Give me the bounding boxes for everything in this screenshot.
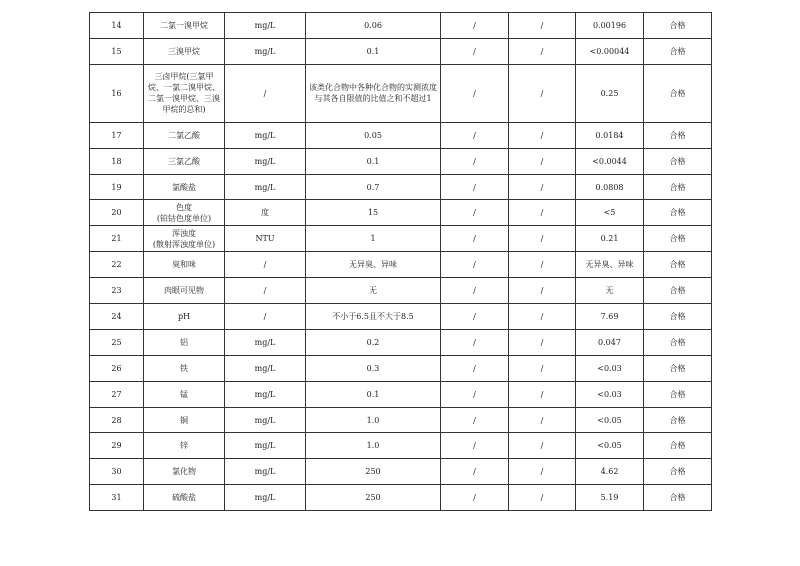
column-5-value: / xyxy=(441,38,509,64)
unit: NTU xyxy=(225,226,306,252)
column-6-value: / xyxy=(509,459,576,485)
row-number: 14 xyxy=(90,13,144,39)
column-5-value: / xyxy=(441,122,509,148)
test-item-name: 浑浊度 xyxy=(172,228,196,238)
unit: mg/L xyxy=(225,148,306,174)
test-item: 肉眼可见物 xyxy=(144,278,225,304)
result-value: 无 xyxy=(576,278,644,304)
column-6-value: / xyxy=(509,226,576,252)
test-item: 铜 xyxy=(144,407,225,433)
table-row xyxy=(90,304,712,330)
limit-value: 0.1 xyxy=(306,38,441,64)
column-5-value: / xyxy=(441,64,509,122)
result-value: 5.19 xyxy=(576,485,644,511)
column-6-value: / xyxy=(509,252,576,278)
column-5-value: / xyxy=(441,252,509,278)
column-5-value: / xyxy=(441,407,509,433)
test-item: 氯酸盐 xyxy=(144,174,225,200)
table-row xyxy=(90,122,712,148)
column-6-value: / xyxy=(509,122,576,148)
unit: mg/L xyxy=(225,38,306,64)
table-row xyxy=(90,278,712,304)
table-row xyxy=(90,459,712,485)
row-number: 24 xyxy=(90,304,144,330)
test-item: 二氯一溴甲烷 xyxy=(144,13,225,39)
test-item-name: 色度 xyxy=(176,202,192,212)
result-value: 无异臭、异味 xyxy=(576,252,644,278)
table-row xyxy=(90,433,712,459)
column-6-value: / xyxy=(509,304,576,330)
result-value: <5 xyxy=(576,200,644,226)
column-6-value: / xyxy=(509,407,576,433)
test-item: 三氯乙酸 xyxy=(144,148,225,174)
column-6-value: / xyxy=(509,329,576,355)
unit: 度 xyxy=(225,200,306,226)
table-row xyxy=(90,38,712,64)
result-value: <0.00044 xyxy=(576,38,644,64)
table-row xyxy=(90,381,712,407)
table-row xyxy=(90,200,712,226)
result-value: 7.69 xyxy=(576,304,644,330)
limit-value: 0.3 xyxy=(306,355,441,381)
limit-value: 无 xyxy=(306,278,441,304)
verdict: 合格 xyxy=(644,226,712,252)
test-item-unit-note: (铂钴色度单位) xyxy=(156,213,212,223)
test-item: 铝 xyxy=(144,329,225,355)
unit: mg/L xyxy=(225,174,306,200)
column-5-value: / xyxy=(441,485,509,511)
column-6-value: / xyxy=(509,485,576,511)
table-row xyxy=(90,407,712,433)
result-value: 0.21 xyxy=(576,226,644,252)
limit-value: 1.0 xyxy=(306,433,441,459)
column-5-value: / xyxy=(441,200,509,226)
unit: / xyxy=(225,278,306,304)
column-5-value: / xyxy=(441,355,509,381)
row-number: 28 xyxy=(90,407,144,433)
unit: / xyxy=(225,252,306,278)
column-5-value: / xyxy=(441,304,509,330)
row-number: 22 xyxy=(90,252,144,278)
limit-value: 0.05 xyxy=(306,122,441,148)
column-6-value: / xyxy=(509,200,576,226)
result-value: <0.03 xyxy=(576,355,644,381)
result-value: 0.047 xyxy=(576,329,644,355)
row-number: 20 xyxy=(90,200,144,226)
test-item: 硫酸盐 xyxy=(144,485,225,511)
verdict: 合格 xyxy=(644,13,712,39)
limit-value: 15 xyxy=(306,200,441,226)
unit: mg/L xyxy=(225,329,306,355)
row-number: 27 xyxy=(90,381,144,407)
table-row xyxy=(90,252,712,278)
unit: mg/L xyxy=(225,433,306,459)
test-item: 铁 xyxy=(144,355,225,381)
verdict: 合格 xyxy=(644,38,712,64)
test-item xyxy=(144,200,225,226)
table-row xyxy=(90,485,712,511)
limit-value: 250 xyxy=(306,485,441,511)
row-number: 26 xyxy=(90,355,144,381)
unit: mg/L xyxy=(225,355,306,381)
column-6-value: / xyxy=(509,278,576,304)
table-row xyxy=(90,226,712,252)
result-value: <0.05 xyxy=(576,433,644,459)
row-number: 18 xyxy=(90,148,144,174)
unit: / xyxy=(225,304,306,330)
test-results-table xyxy=(89,12,712,511)
row-number: 21 xyxy=(90,226,144,252)
column-5-value: / xyxy=(441,226,509,252)
column-6-value: / xyxy=(509,148,576,174)
test-item: 三卤甲烷(三氯甲烷、一氯二溴甲烷、二氯一溴甲烷、三溴甲烷的总和) xyxy=(144,64,225,122)
verdict: 合格 xyxy=(644,278,712,304)
limit-value: 不小于6.5且不大于8.5 xyxy=(306,304,441,330)
verdict: 合格 xyxy=(644,329,712,355)
verdict: 合格 xyxy=(644,355,712,381)
result-value: 0.0808 xyxy=(576,174,644,200)
column-6-value: / xyxy=(509,355,576,381)
limit-value: 该类化合物中各种化合物的实测浓度与其各自限值的比值之和不超过1 xyxy=(306,64,441,122)
limit-value: 0.1 xyxy=(306,381,441,407)
limit-value: 0.2 xyxy=(306,329,441,355)
column-5-value: / xyxy=(441,278,509,304)
test-item: 锌 xyxy=(144,433,225,459)
unit: mg/L xyxy=(225,485,306,511)
result-value: 0.0184 xyxy=(576,122,644,148)
column-5-value: / xyxy=(441,459,509,485)
row-number: 30 xyxy=(90,459,144,485)
column-6-value: / xyxy=(509,433,576,459)
limit-value: 0.7 xyxy=(306,174,441,200)
column-5-value: / xyxy=(441,174,509,200)
column-6-value: / xyxy=(509,381,576,407)
table-row xyxy=(90,13,712,39)
table-row xyxy=(90,148,712,174)
column-5-value: / xyxy=(441,381,509,407)
result-value: <0.05 xyxy=(576,407,644,433)
limit-value: 0.1 xyxy=(306,148,441,174)
result-value: <0.0044 xyxy=(576,148,644,174)
column-6-value: / xyxy=(509,13,576,39)
test-item: 三溴甲烷 xyxy=(144,38,225,64)
unit: / xyxy=(225,64,306,122)
row-number: 29 xyxy=(90,433,144,459)
test-item: 二氯乙酸 xyxy=(144,122,225,148)
row-number: 23 xyxy=(90,278,144,304)
verdict: 合格 xyxy=(644,433,712,459)
verdict: 合格 xyxy=(644,174,712,200)
verdict: 合格 xyxy=(644,407,712,433)
test-item: 氯化物 xyxy=(144,459,225,485)
column-5-value: / xyxy=(441,433,509,459)
table-row xyxy=(90,355,712,381)
column-6-value: / xyxy=(509,38,576,64)
column-6-value: / xyxy=(509,174,576,200)
table-row xyxy=(90,64,712,122)
column-5-value: / xyxy=(441,13,509,39)
row-number: 19 xyxy=(90,174,144,200)
verdict: 合格 xyxy=(644,459,712,485)
test-item: pH xyxy=(144,304,225,330)
column-5-value: / xyxy=(441,329,509,355)
column-6-value: / xyxy=(509,64,576,122)
limit-value: 250 xyxy=(306,459,441,485)
result-value: <0.03 xyxy=(576,381,644,407)
row-number: 15 xyxy=(90,38,144,64)
verdict: 合格 xyxy=(644,122,712,148)
unit: mg/L xyxy=(225,122,306,148)
limit-value: 0.06 xyxy=(306,13,441,39)
limit-value: 1.0 xyxy=(306,407,441,433)
test-item xyxy=(144,226,225,252)
verdict: 合格 xyxy=(644,381,712,407)
verdict: 合格 xyxy=(644,64,712,122)
result-value: 0.00196 xyxy=(576,13,644,39)
row-number: 17 xyxy=(90,122,144,148)
row-number: 16 xyxy=(90,64,144,122)
verdict: 合格 xyxy=(644,252,712,278)
verdict: 合格 xyxy=(644,200,712,226)
result-value: 4.62 xyxy=(576,459,644,485)
verdict: 合格 xyxy=(644,485,712,511)
test-item: 臭和味 xyxy=(144,252,225,278)
verdict: 合格 xyxy=(644,304,712,330)
limit-value: 无异臭、异味 xyxy=(306,252,441,278)
test-item: 锰 xyxy=(144,381,225,407)
table-row xyxy=(90,174,712,200)
unit: mg/L xyxy=(225,459,306,485)
column-5-value: / xyxy=(441,148,509,174)
result-value: 0.25 xyxy=(576,64,644,122)
test-item-unit-note: (散射浑浊度单位) xyxy=(152,239,216,249)
unit: mg/L xyxy=(225,13,306,39)
row-number: 25 xyxy=(90,329,144,355)
unit: mg/L xyxy=(225,381,306,407)
limit-value: 1 xyxy=(306,226,441,252)
table-row xyxy=(90,329,712,355)
row-number: 31 xyxy=(90,485,144,511)
unit: mg/L xyxy=(225,407,306,433)
verdict: 合格 xyxy=(644,148,712,174)
